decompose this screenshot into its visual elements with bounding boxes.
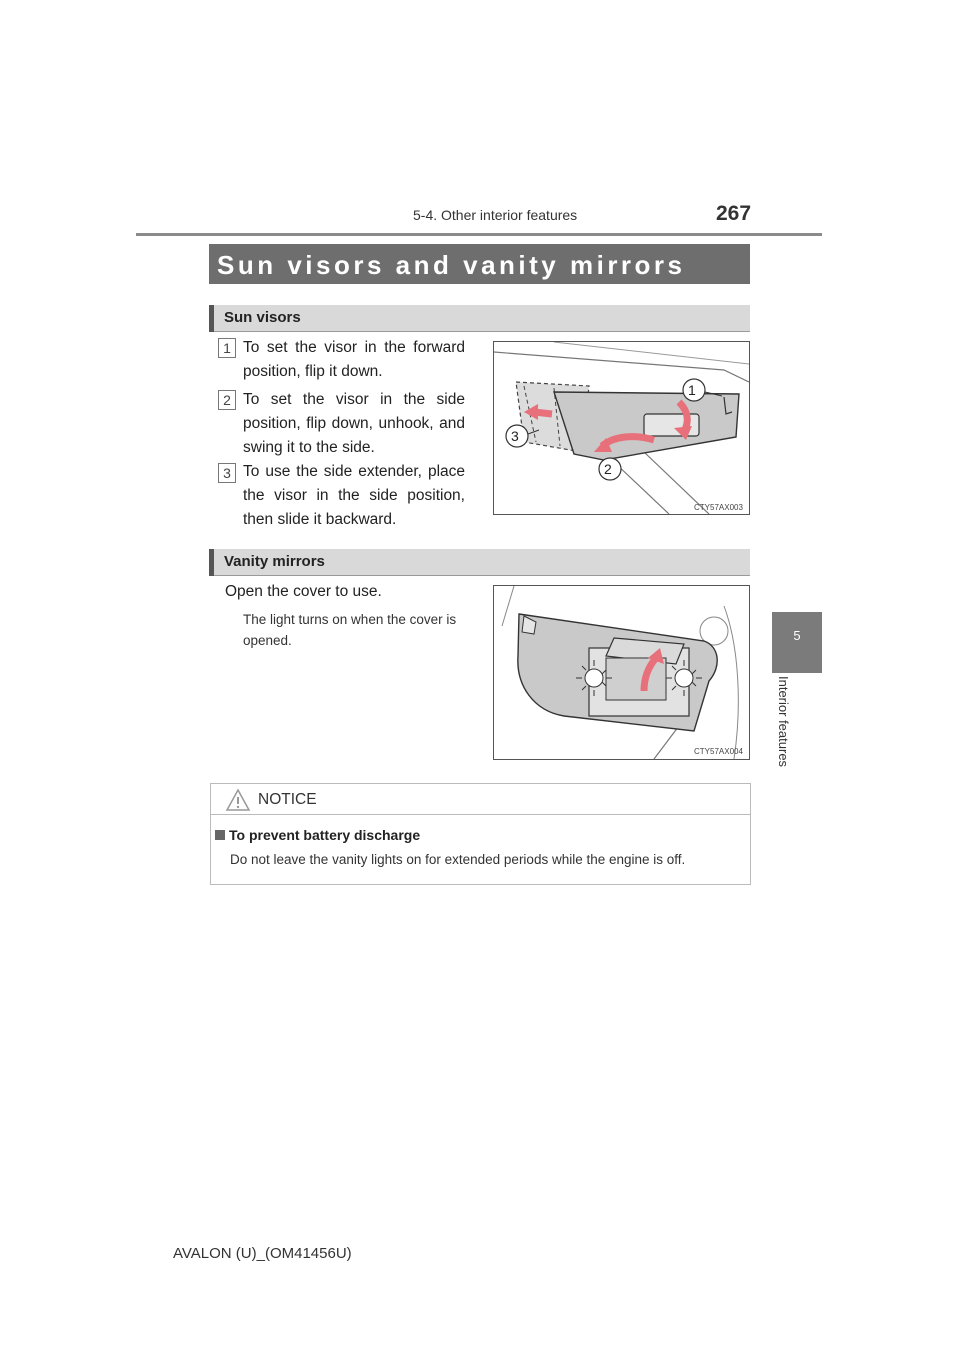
- warning-triangle-icon: [225, 788, 251, 812]
- vanity-mirror-drawing: [494, 586, 749, 759]
- figure-code-1: CTY57AX003: [694, 503, 743, 512]
- chapter-tab-label-text: Interior features: [776, 676, 791, 768]
- header-rule: [136, 233, 822, 236]
- chapter-tab-number: 5: [793, 628, 801, 643]
- bullet-square-icon: [215, 830, 225, 840]
- step-text-2: To set the visor in the side position, flip down, unhook, and swing it to the side.: [243, 391, 465, 456]
- notice-body: Do not leave the vanity lights on for extended periods while the engine is off.: [230, 852, 686, 867]
- step-number-2: 2: [218, 390, 236, 410]
- vanity-mirror-illustration: [493, 585, 750, 760]
- vanity-instruction: Open the cover to use.: [225, 583, 382, 600]
- figure-code-2: CTY57AX004: [694, 747, 743, 756]
- sun-visors-heading: Sun visors: [224, 309, 301, 326]
- notice-heading-text: To prevent battery discharge: [229, 827, 421, 843]
- notice-box: [210, 783, 751, 885]
- notice-divider: [211, 814, 750, 815]
- callout-2: 2: [604, 461, 612, 477]
- sun-visor-drawing: [494, 342, 749, 514]
- section-name: 5-4. Other interior features: [413, 207, 578, 223]
- notice-title: NOTICE: [258, 791, 317, 808]
- callout-1: 1: [688, 382, 696, 398]
- vanity-note: The light turns on when the cover is opened.: [243, 612, 457, 648]
- chapter-tab-label: [777, 676, 797, 786]
- vanity-mirrors-heading: Vanity mirrors: [224, 553, 325, 570]
- step-number-1: 1: [218, 338, 236, 358]
- sun-visor-illustration: [493, 341, 750, 515]
- step-text-1: To set the visor in the forward position, flip it down.: [243, 339, 465, 380]
- page-title: Sun visors and vanity mirrors: [217, 250, 686, 280]
- page-title-bar: [209, 244, 750, 284]
- vanity-mirrors-heading-bar: [209, 549, 750, 576]
- sun-visors-heading-bar: [209, 305, 750, 332]
- page-number: 267: [716, 202, 752, 225]
- step-number-3: 3: [218, 463, 236, 483]
- step-text-3: To use the side extender, place the visor in the side position, then slide it backward.: [243, 463, 465, 528]
- callout-3: 3: [511, 428, 519, 444]
- footer-model-code: AVALON (U)_(OM41456U): [173, 1245, 352, 1262]
- notice-heading: [215, 827, 420, 843]
